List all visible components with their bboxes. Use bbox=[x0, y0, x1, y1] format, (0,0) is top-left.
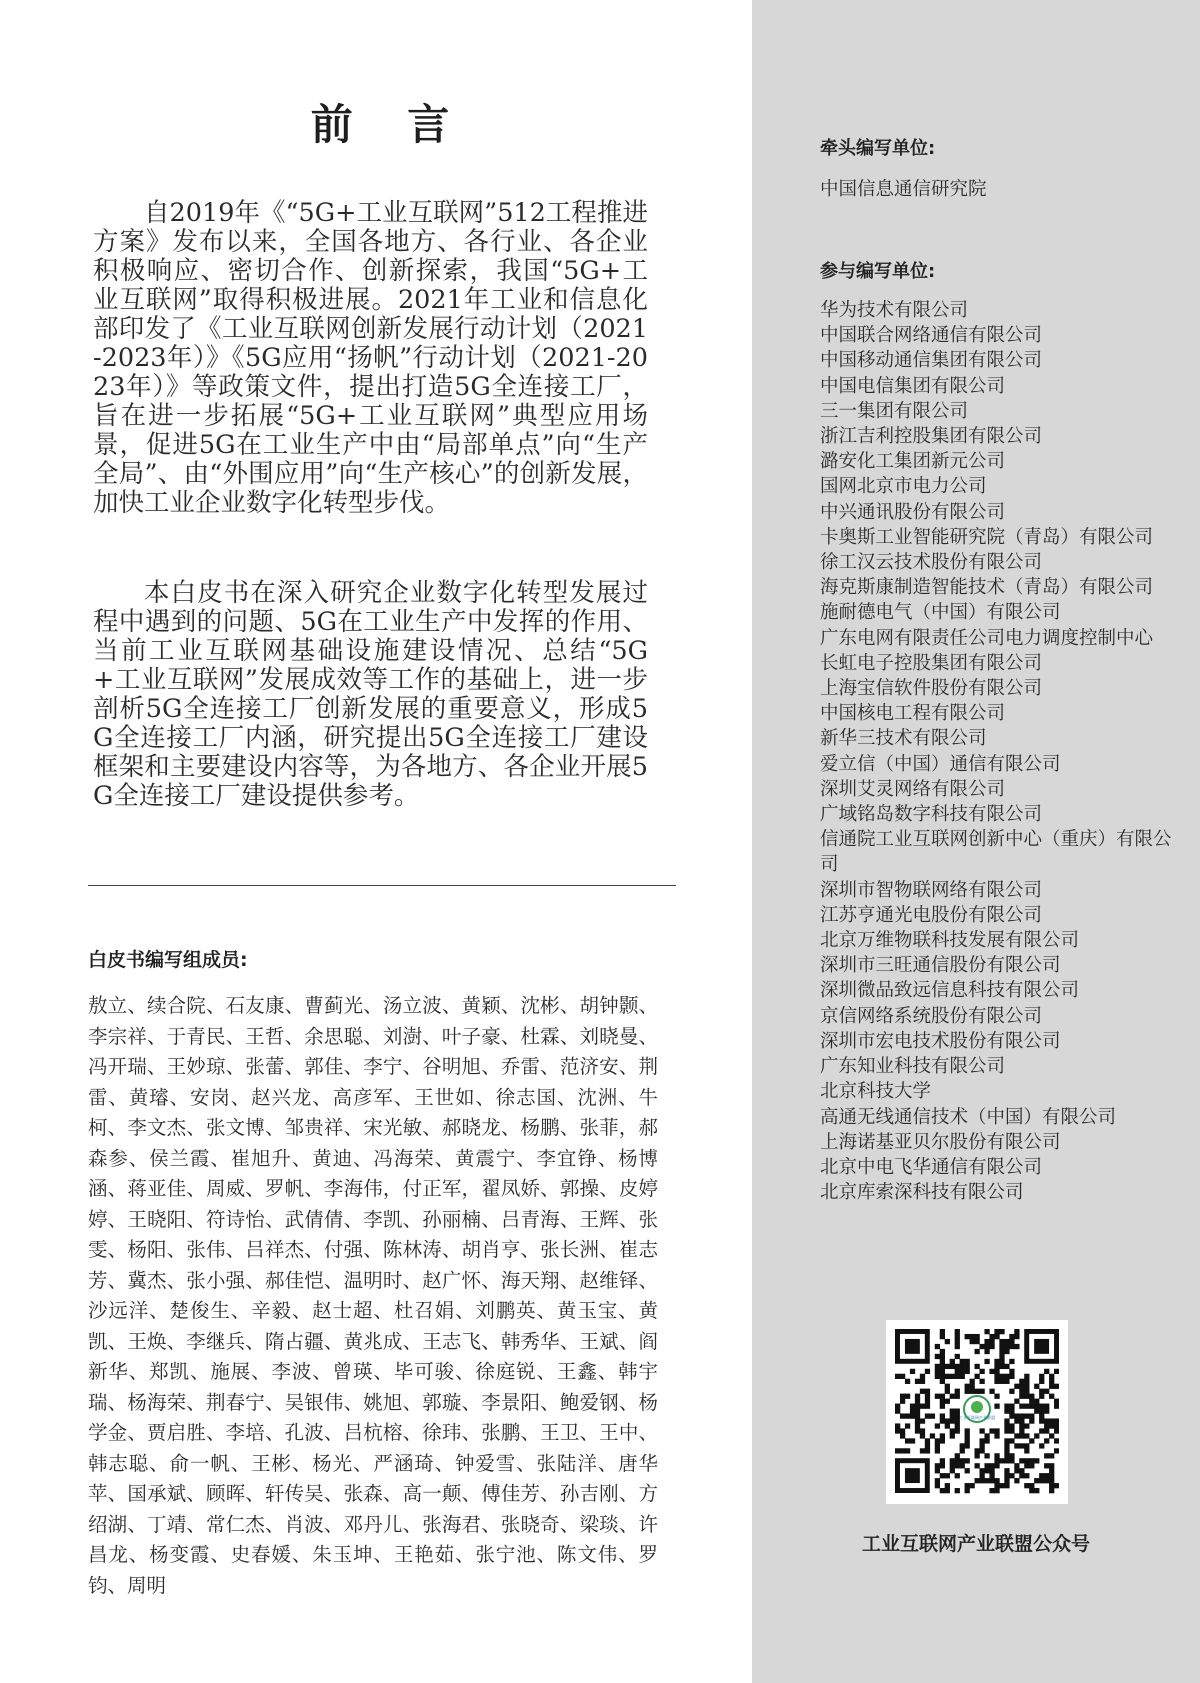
participant-unit: 潞安化工集团新元公司 bbox=[820, 451, 1006, 473]
participant-unit: 卡奥斯工业智能研究院（青岛）有限公司 bbox=[820, 526, 1154, 548]
participant-unit: 京信网络系统股份有限公司 bbox=[820, 1005, 1043, 1027]
participant-unit: 信通院工业互联网创新中心（重庆）有限公司 bbox=[820, 829, 1172, 876]
participant-units-heading: 参与编写单位: bbox=[820, 261, 936, 282]
participant-unit: 上海诺基亚贝尔股份有限公司 bbox=[820, 1131, 1061, 1153]
participant-unit: 徐工汉云技术股份有限公司 bbox=[820, 552, 1043, 574]
participant-unit: 海克斯康制造智能技术（青岛）有限公司 bbox=[820, 577, 1154, 599]
team-members: 敖立、续合院、石友康、曹蓟光、汤立波、黄颖、沈彬、胡钟颢、李宗祥、于青民、王哲、余思聪、刘澍、叶子豪、杜霖、刘晓曼、冯开瑞、王妙琼、张蕾、郭佳、李宁、谷明旭、乔雷、范济安、荆雷、黄璿、安岗、赵兴龙、高彦军、王世如、徐志国、沈洲、牛柯、李文杰、张文博、邹贵祥、宋光敏、郝晓龙、杨鹏、张菲，郝森参、侯兰霞、崔旭升、黄迪、冯海荣、黄震宁、李宜铮、杨博涵、蒋亚佳、周威、罗帆、李海伟，付正军，翟凤娇、郭操、皮婷婷、王晓阳、符诗怡、武倩倩、李凯、孙丽楠、吕青海、王辉、张雯、杨阳、张伟、吕祥杰、付强、陈林涛、胡肖亨、张长洲、崔志芳、冀杰、张小强、郝佳恺、温明时、赵广怀、海天翔、赵维铎、沙远洋、楚俊生、辛毅、赵士超、杜召娟、刘鹏英、黄玉宝、黄凯、王焕、李继兵、隋占疆、黄兆成、王志飞、韩秀华、王斌、阎新华、郑凯、施展、李波、曾瑛、毕可骏、徐庭锐、王鑫、韩宇瑞、杨海荣、荆春宁、吴银伟、姚旭、郭璇、李景阳、鲍爱钢、杨学金、贾启胜、李培、孔波、吕杭榕、徐玮、张鹏、王卫、王中、韩志聪、俞一帆、王彬、杨光、严涵琦、钟爱雪、张陆洋、唐华苹、国承斌、顾晖、轩传吴、张森、高一颠、傅佳芳、孙吉刚、方绍湖、丁靖、常仁杰、肖波、邓丹儿、张海君、张晓奇、梁琰、许昌龙、杨变霞、史春媛、朱玉坤、王艳茹、张宁池、陈文伟、罗钧、周明 bbox=[88, 994, 658, 1597]
participant-unit: 三一集团有限公司 bbox=[820, 400, 969, 422]
participant-unit: 广东知业科技有限公司 bbox=[820, 1056, 1006, 1078]
participant-unit: 中国核电工程有限公司 bbox=[820, 703, 1006, 725]
participant-unit: 国网北京市电力公司 bbox=[820, 476, 987, 498]
participant-unit: 中国联合网络通信有限公司 bbox=[820, 325, 1043, 347]
participant-unit: 爱立信（中国）通信有限公司 bbox=[820, 753, 1061, 775]
participant-unit: 浙江吉利控股集团有限公司 bbox=[820, 426, 1043, 448]
participant-unit: 华为技术有限公司 bbox=[820, 300, 969, 321]
preface-paragraph-2: 本白皮书在深入研究企业数字化转型发展过程中遇到的问题、5G在工业生产中发挥的作用、当前工业互联网基础设施建设情况、总结“5G+工业互联网”发展成效等工作的基础上，进一步剖析5G全连接工厂创新发展的重要意义，形成5G全连接工厂内涵，研究提出5G全连接工厂建设框架和主要建设内容等，为各地方、各企业开展5G全连接工厂建设提供参考。 bbox=[93, 578, 648, 811]
participant-unit: 北京库索深科技有限公司 bbox=[820, 1182, 1024, 1204]
lead-unit-heading: 牵头编写单位: bbox=[820, 138, 936, 159]
participant-unit: 江苏亨通光电股份有限公司 bbox=[820, 904, 1043, 926]
qr-code-icon bbox=[895, 1329, 1059, 1495]
participant-unit: 中兴通讯股份有限公司 bbox=[820, 501, 1006, 523]
participant-unit: 广东电网有限责任公司电力调度控制中心 bbox=[820, 627, 1154, 649]
participant-unit: 深圳市三旺通信股份有限公司 bbox=[820, 955, 1061, 977]
participant-unit: 中国移动通信集团有限公司 bbox=[820, 350, 1043, 372]
participant-unit: 北京中电飞华通信有限公司 bbox=[820, 1156, 1043, 1178]
section-divider bbox=[88, 885, 676, 886]
page-title: 前 言 bbox=[310, 100, 470, 149]
participant-unit: 深圳市宏电技术股份有限公司 bbox=[820, 1030, 1061, 1052]
participant-unit: 深圳微品致远信息科技有限公司 bbox=[820, 980, 1080, 1002]
participant-unit: 北京万维物联科技发展有限公司 bbox=[820, 930, 1080, 952]
participant-unit: 深圳市智物联网络有限公司 bbox=[820, 879, 1043, 901]
participant-unit: 新华三技术有限公司 bbox=[820, 728, 987, 750]
participant-unit: 广域铭岛数字科技有限公司 bbox=[820, 804, 1043, 826]
participant-unit: 高通无线通信技术（中国）有限公司 bbox=[820, 1106, 1117, 1128]
qr-code bbox=[886, 1320, 1068, 1504]
participant-unit: 深圳艾灵网络有限公司 bbox=[820, 778, 1006, 800]
qr-caption: 工业互联网产业联盟公众号 bbox=[861, 1533, 1090, 1555]
team-heading: 白皮书编写组成员: bbox=[88, 949, 248, 971]
participant-unit: 北京科技大学 bbox=[820, 1081, 932, 1103]
preface-paragraph-1: 自2019年《“5G+工业互联网”512工程推进方案》发布以来，全国各地方、各行业、各企业积极响应、密切合作、创新探索，我国“5G+工业互联网”取得积极进展。2021年工业和信息化部印发了《工业互联网创新发展行动计划（2021-2023年）》《5G应用“扬帆”行动计划（2021-2023年）》等政策文件，提出打造5G全连接工厂，旨在进一步拓展“5G+工业互联网”典型应用场景，促进5G在工业生产中由“局部单点”向“生产全局”、由“外围应用”向“生产核心”的创新发展，加快工业企业数字化转型步伐。 bbox=[93, 198, 648, 518]
qr-center-label: 工业互联网产业联盟 bbox=[959, 1415, 995, 1420]
participant-unit: 上海宝信软件股份有限公司 bbox=[820, 678, 1043, 700]
participant-units-list bbox=[820, 298, 1175, 1205]
lead-unit-name: 中国信息通信研究院 bbox=[820, 179, 987, 200]
participant-unit: 长虹电子控股集团有限公司 bbox=[820, 652, 1043, 674]
participant-unit: 中国电信集团有限公司 bbox=[820, 375, 1006, 397]
participant-unit: 施耐德电气（中国）有限公司 bbox=[820, 602, 1061, 624]
